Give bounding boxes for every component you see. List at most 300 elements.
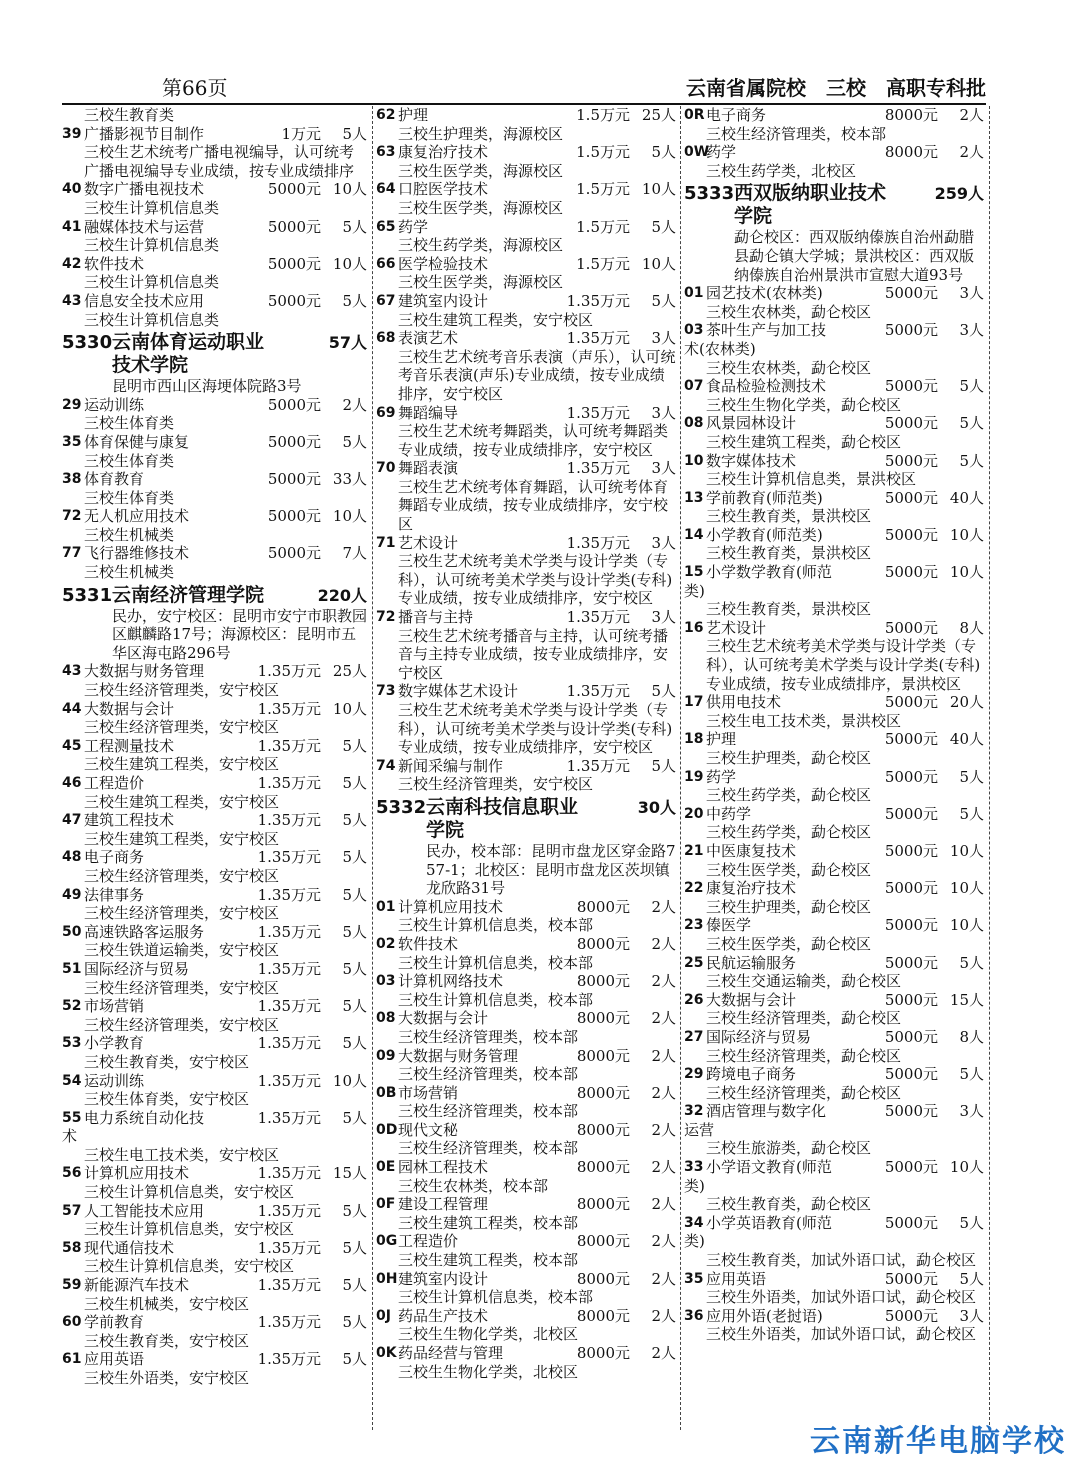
program-row — [62, 125, 367, 144]
program-code: 45 — [62, 737, 82, 754]
program-code: 08 — [376, 1010, 396, 1027]
program-note: 三校生农林类，校本部 — [398, 1176, 549, 1195]
program-note: 三校生机械类 — [84, 563, 175, 582]
program-code: 68 — [376, 330, 396, 347]
program-note: 三校生体育类，安宁校区 — [84, 1090, 250, 1109]
program-name: 计算机应用技术 — [398, 897, 504, 916]
tuition-fee: 1.35万元 — [257, 1276, 321, 1295]
column-divider — [989, 106, 990, 1430]
program-code: 0D — [376, 1121, 398, 1138]
program-row — [62, 662, 367, 681]
enrollment-count: 10人 — [641, 254, 676, 273]
program-note: 三校生护理类，勐仑校区 — [706, 749, 872, 767]
program-row — [376, 534, 676, 553]
program-name: 计算机应用技术 — [84, 1164, 190, 1183]
program-row — [376, 218, 676, 237]
program-row — [62, 470, 367, 489]
program-code: 56 — [62, 1165, 82, 1182]
program-name: 酒店管理与数字化运营 — [684, 1102, 827, 1139]
enrollment-count: 10人 — [949, 879, 984, 898]
program-note: 三校生计算机信息类，校本部 — [398, 916, 594, 935]
column-3 — [684, 106, 984, 1430]
program-name: 广播影视节目制作 — [84, 124, 205, 143]
program-name: 园林工程技术 — [398, 1158, 489, 1177]
program-note: 三校生计算机信息类，景洪校区 — [706, 470, 917, 489]
program-row — [684, 489, 984, 508]
school-name-line2: 技术学院 — [112, 354, 189, 377]
enrollment-count: 5人 — [959, 414, 984, 433]
tuition-fee: 1.35万元 — [257, 922, 321, 941]
program-name: 小学数学教育(师范类) — [684, 563, 832, 600]
tuition-fee: 5000元 — [884, 563, 938, 582]
tuition-fee: 1.35万元 — [257, 662, 321, 681]
tuition-fee: 5000元 — [884, 284, 938, 303]
program-row — [376, 1047, 676, 1066]
program-name: 飞行器维修技术 — [84, 544, 190, 563]
tuition-fee: 8000元 — [576, 1269, 630, 1288]
program-name: 新闻采编与制作 — [398, 756, 504, 775]
program-row — [684, 1065, 984, 1084]
program-code: 13 — [684, 489, 704, 506]
program-note: 三校生生物化学类，勐仑校区 — [706, 395, 902, 414]
watermark-text: 云南新华电脑学校 — [810, 1424, 1066, 1459]
enrollment-count: 2人 — [651, 1306, 676, 1325]
enrollment-count: 5人 — [959, 377, 984, 396]
program-name: 园艺技术(农林类) — [706, 284, 823, 303]
program-row — [62, 292, 367, 311]
program-code: 66 — [376, 255, 396, 272]
enrollment-count: 5人 — [959, 1269, 984, 1288]
program-note: 三校生计算机信息类 — [84, 198, 220, 217]
school-block — [376, 794, 676, 898]
program-row — [62, 997, 367, 1016]
program-name: 计算机网络技术 — [398, 972, 504, 991]
program-note: 三校生建筑工程类，安宁校区 — [84, 829, 280, 848]
program-row — [62, 1202, 367, 1221]
tuition-fee: 1.35万元 — [257, 997, 321, 1016]
program-row — [62, 737, 367, 756]
school-name: 云南科技信息职业 — [426, 795, 579, 818]
program-row — [684, 916, 984, 935]
tuition-fee: 8000元 — [576, 1120, 630, 1139]
program-name: 现代文秘 — [398, 1120, 459, 1139]
program-row — [684, 1158, 984, 1195]
enrollment-count: 3人 — [959, 284, 984, 303]
program-row — [376, 1158, 676, 1177]
program-name: 应用英语 — [706, 1269, 767, 1288]
enrollment-count: 5人 — [342, 432, 367, 451]
header-rule — [62, 103, 986, 105]
enrollment-count: 5人 — [342, 1201, 367, 1220]
program-row — [62, 774, 367, 793]
enrollment-count: 10人 — [949, 916, 984, 935]
enrollment-count: 2人 — [651, 972, 676, 991]
program-code: 77 — [62, 545, 82, 562]
tuition-fee: 5000元 — [884, 804, 938, 823]
tuition-fee: 5000元 — [267, 470, 321, 489]
school-name-line2: 学院 — [734, 205, 773, 228]
tuition-fee: 5000元 — [884, 488, 938, 507]
program-note: 三校生建筑工程类，校本部 — [398, 1251, 579, 1270]
tuition-fee: 1.35万元 — [257, 1071, 321, 1090]
program-row — [684, 452, 984, 471]
program-note: 三校生教育类，景洪校区 — [706, 507, 872, 526]
program-code: 0F — [376, 1196, 396, 1213]
school-block — [62, 582, 367, 663]
program-row — [376, 608, 676, 627]
enrollment-count: 3人 — [651, 329, 676, 348]
tuition-fee: 1.35万元 — [566, 459, 630, 478]
program-code: 60 — [62, 1314, 82, 1331]
program-name: 法律事务 — [84, 885, 145, 904]
program-name: 中医康复技术 — [706, 841, 797, 860]
enrollment-count: 2人 — [342, 395, 367, 414]
program-name: 工程造价 — [398, 1232, 459, 1251]
program-code: 10 — [684, 452, 704, 469]
program-code: 29 — [62, 396, 82, 413]
enrollment-count: 2人 — [651, 1232, 676, 1251]
program-code: 58 — [62, 1239, 82, 1256]
enrollment-count: 5人 — [959, 953, 984, 972]
program-note: 三校生机械类，安宁校区 — [84, 1294, 250, 1313]
program-code: 0J — [376, 1307, 391, 1324]
program-code: 29 — [684, 1066, 704, 1083]
program-note: 三校生经济管理类，安宁校区 — [398, 775, 594, 794]
program-row — [684, 693, 984, 712]
program-note: 三校生体育类 — [84, 451, 175, 470]
program-row — [376, 1195, 676, 1214]
school-total: 259人 — [934, 184, 984, 204]
school-heading — [376, 796, 676, 819]
program-row — [684, 991, 984, 1010]
program-row — [684, 1270, 984, 1289]
program-name: 舞蹈表演 — [398, 459, 459, 478]
program-name: 风景园林设计 — [706, 414, 797, 433]
program-code: 74 — [376, 757, 396, 774]
program-name: 小学语文教育(师范类) — [684, 1158, 832, 1195]
program-name: 工程造价 — [84, 774, 145, 792]
program-row — [376, 106, 676, 125]
program-code: 40 — [62, 181, 82, 198]
column-2 — [376, 106, 676, 1430]
program-row — [62, 218, 367, 237]
program-name: 现代通信技术 — [84, 1238, 175, 1257]
enrollment-count: 40人 — [949, 730, 984, 749]
school-name: 云南体育运动职业 — [112, 331, 265, 354]
enrollment-count: 15人 — [332, 1164, 367, 1183]
tuition-fee: 1.35万元 — [257, 1108, 321, 1127]
program-name: 护理 — [706, 730, 737, 749]
program-code: 03 — [684, 322, 704, 339]
enrollment-count: 10人 — [332, 254, 367, 273]
tuition-fee: 5000元 — [884, 1213, 938, 1232]
program-row — [376, 682, 676, 701]
tuition-fee: 5000元 — [884, 693, 938, 712]
program-code: 32 — [684, 1103, 704, 1120]
program-name: 艺术设计 — [398, 533, 459, 552]
tuition-fee: 8000元 — [576, 1306, 630, 1325]
enrollment-count: 10人 — [332, 699, 367, 718]
program-name: 电力系统自动化技术 — [62, 1108, 205, 1146]
enrollment-count: 3人 — [651, 608, 676, 627]
program-code: 16 — [684, 619, 704, 636]
program-note: 三校生外语类，安宁校区 — [84, 1369, 250, 1387]
enrollment-count: 3人 — [959, 1102, 984, 1121]
tuition-fee: 8000元 — [576, 1083, 630, 1102]
program-row — [684, 526, 984, 545]
program-code: 51 — [62, 960, 82, 977]
school-code: 5330 — [62, 332, 113, 354]
program-row — [376, 898, 676, 917]
enrollment-count: 10人 — [949, 841, 984, 860]
program-code: 61 — [62, 1351, 82, 1368]
program-row — [62, 507, 367, 526]
program-row — [62, 180, 367, 199]
program-code: 0E — [376, 1159, 396, 1176]
program-note: 三校生计算机信息类，校本部 — [398, 990, 594, 1009]
program-row — [684, 1102, 984, 1139]
program-code: 64 — [376, 181, 396, 198]
enrollment-count: 5人 — [342, 848, 367, 867]
tuition-fee: 1.35万元 — [257, 811, 321, 830]
program-name: 应用英语 — [84, 1350, 145, 1369]
program-code: 41 — [62, 218, 82, 235]
program-name: 国际经济与贸易 — [84, 959, 190, 978]
program-row — [376, 459, 676, 478]
program-row — [62, 1072, 367, 1091]
program-row — [684, 414, 984, 433]
enrollment-count: 25人 — [641, 106, 676, 124]
page-header — [62, 74, 986, 102]
school-total: 220人 — [317, 585, 367, 605]
program-name: 市场营销 — [84, 997, 145, 1016]
enrollment-count: 5人 — [959, 1065, 984, 1084]
program-code: 33 — [684, 1159, 704, 1176]
program-row — [684, 106, 984, 125]
program-name: 药学 — [706, 767, 737, 786]
program-note: 三校生经济管理类，安宁校区 — [84, 681, 280, 700]
program-row — [376, 757, 676, 776]
enrollment-count: 5人 — [342, 124, 367, 143]
program-code: 35 — [684, 1270, 704, 1287]
tuition-fee: 1.5万元 — [576, 106, 630, 124]
program-note: 三校生艺术统考广播电视编导，认可统考广播电视编导专业成绩，按专业成绩排序 — [84, 143, 355, 180]
program-row — [684, 143, 984, 162]
program-name: 学前教育 — [84, 1313, 145, 1332]
enrollment-count: 5人 — [342, 1276, 367, 1295]
program-code: 71 — [376, 534, 396, 551]
program-note: 三校生机械类 — [84, 525, 175, 544]
enrollment-count: 10人 — [332, 180, 367, 199]
tuition-fee: 1.35万元 — [257, 1238, 321, 1257]
program-name: 小学教育 — [84, 1034, 145, 1053]
program-name: 供用电技术 — [706, 693, 782, 712]
enrollment-count: 2人 — [651, 1120, 676, 1139]
tuition-fee: 1.35万元 — [566, 682, 630, 701]
tuition-fee: 5000元 — [267, 291, 321, 310]
enrollment-count: 5人 — [342, 1238, 367, 1257]
program-code: 03 — [376, 973, 396, 990]
program-note: 三校生计算机信息类 — [84, 310, 220, 329]
program-code: 01 — [376, 898, 396, 915]
program-code: 36 — [684, 1307, 704, 1324]
column-1 — [62, 106, 367, 1430]
enrollment-count: 25人 — [332, 662, 367, 681]
program-name: 学前教育(师范类) — [706, 488, 823, 507]
program-row — [684, 879, 984, 898]
school-address: 勐仑校区：西双版纳傣族自治州勐腊县勐仑镇大学城；景洪校区：西双版纳傣族自治州景洪市宣慰大道93号 — [734, 228, 975, 284]
program-note: 三校生艺术统考音乐表演（声乐），认可统考音乐表演(声乐)专业成绩，按专业成绩排序，安宁校区 — [398, 347, 676, 403]
program-row — [684, 1307, 984, 1326]
tuition-fee: 5000元 — [267, 254, 321, 273]
program-note: 三校生经济管理类，安宁校区 — [84, 1015, 280, 1034]
program-row — [62, 1276, 367, 1295]
program-code: 17 — [684, 694, 704, 711]
program-name: 电子商务 — [84, 848, 145, 867]
program-note: 三校生农林类，勐仑校区 — [706, 302, 872, 321]
program-name: 高速铁路客运服务 — [84, 922, 205, 941]
enrollment-count: 15人 — [949, 990, 984, 1009]
program-note: 三校生药学类，勐仑校区 — [706, 786, 872, 805]
program-note: 三校生护理类，勐仑校区 — [706, 897, 872, 916]
program-row — [62, 1164, 367, 1183]
program-note: 三校生经济管理类，校本部 — [706, 124, 887, 143]
enrollment-count: 2人 — [959, 143, 984, 162]
enrollment-count: 5人 — [651, 291, 676, 310]
program-note: 三校生艺术统考舞蹈类，认可统考舞蹈类专业成绩，按专业成绩排序，安宁校区 — [398, 422, 669, 459]
tuition-fee: 1.5万元 — [576, 143, 630, 162]
column-divider — [372, 106, 373, 1430]
enrollment-count: 20人 — [949, 693, 984, 712]
program-note: 三校生交通运输类，勐仑校区 — [706, 972, 902, 991]
enrollment-count: 3人 — [651, 533, 676, 552]
program-row — [376, 972, 676, 991]
program-name: 信息安全技术应用 — [84, 291, 205, 310]
enrollment-count: 2人 — [651, 1009, 676, 1028]
program-row — [62, 544, 367, 563]
program-row — [684, 730, 984, 749]
program-row — [684, 284, 984, 303]
program-name: 数字媒体技术 — [706, 451, 797, 470]
tuition-fee: 1.35万元 — [566, 291, 630, 310]
tuition-fee: 5000元 — [884, 767, 938, 786]
tuition-fee: 5000元 — [884, 1027, 938, 1046]
program-row — [376, 404, 676, 423]
program-row — [684, 805, 984, 824]
tuition-fee: 8000元 — [576, 1158, 630, 1177]
enrollment-count: 5人 — [342, 291, 367, 310]
school-name: 云南经济管理学院 — [112, 583, 265, 606]
program-note: 三校生教育类 — [84, 106, 175, 124]
program-code: 72 — [62, 508, 82, 525]
tuition-fee: 5000元 — [884, 618, 938, 637]
enrollment-count: 5人 — [959, 804, 984, 823]
program-row — [684, 842, 984, 861]
program-note: 三校生教育类，安宁校区 — [84, 1331, 250, 1350]
program-note: 三校生医学类，勐仑校区 — [706, 934, 872, 953]
program-note: 三校生建筑工程类，安宁校区 — [84, 755, 280, 774]
enrollment-count: 3人 — [959, 321, 984, 340]
program-row — [62, 1109, 367, 1146]
program-note: 三校生经济管理类，安宁校区 — [84, 978, 280, 997]
enrollment-count: 8人 — [959, 618, 984, 637]
program-code: 08 — [684, 415, 704, 432]
program-name: 药品生产技术 — [398, 1306, 489, 1325]
tuition-fee: 5000元 — [267, 217, 321, 236]
program-code: 38 — [62, 471, 82, 488]
program-name: 国际经济与贸易 — [706, 1027, 812, 1046]
program-name: 建筑室内设计 — [398, 1269, 489, 1288]
enrollment-count: 5人 — [651, 143, 676, 162]
tuition-fee: 5000元 — [884, 1269, 938, 1288]
program-code: 62 — [376, 107, 396, 123]
program-row — [62, 433, 367, 452]
program-name: 播音与主持 — [398, 608, 474, 627]
program-code: 67 — [376, 292, 396, 309]
program-code: 14 — [684, 526, 704, 543]
program-note: 三校生经济管理类，校本部 — [398, 1139, 579, 1158]
program-note: 三校生电工技术类，安宁校区 — [84, 1145, 280, 1164]
program-name: 人工智能技术应用 — [84, 1201, 205, 1220]
program-row — [376, 1307, 676, 1326]
program-name: 电子商务 — [706, 106, 767, 124]
program-row — [62, 886, 367, 905]
program-row — [62, 1313, 367, 1332]
tuition-fee: 5000元 — [267, 507, 321, 526]
program-name: 跨境电子商务 — [706, 1065, 797, 1084]
enrollment-count: 5人 — [959, 451, 984, 470]
school-code: 5333 — [684, 183, 735, 205]
program-row — [684, 768, 984, 787]
school-code: 5332 — [376, 796, 427, 818]
program-code: 70 — [376, 460, 396, 477]
enrollment-count: 2人 — [651, 934, 676, 953]
program-note: 三校生经济管理类，勐仑校区 — [706, 1009, 902, 1028]
tuition-fee: 5000元 — [884, 1158, 938, 1177]
program-name: 康复治疗技术 — [398, 143, 489, 162]
enrollment-count: 10人 — [949, 1158, 984, 1177]
program-note: 三校生计算机信息类，安宁校区 — [84, 1220, 295, 1239]
program-code: 39 — [62, 125, 82, 142]
tuition-fee: 8000元 — [884, 106, 938, 124]
tuition-fee: 1.35万元 — [566, 756, 630, 775]
tuition-fee: 5000元 — [884, 1065, 938, 1084]
program-note: 三校生经济管理类，勐仑校区 — [706, 1083, 902, 1102]
tuition-fee: 8000元 — [576, 897, 630, 916]
program-row — [376, 1084, 676, 1103]
program-note: 三校生铁道运输类，安宁校区 — [84, 941, 280, 960]
program-note: 三校生药学类，北校区 — [706, 161, 857, 180]
program-note: 三校生医学类，海源校区 — [398, 198, 564, 217]
tuition-fee: 5000元 — [884, 525, 938, 544]
program-row — [62, 255, 367, 274]
program-code: 0B — [376, 1084, 397, 1101]
program-code: 34 — [684, 1214, 704, 1231]
enrollment-count: 5人 — [959, 767, 984, 786]
enrollment-count: 5人 — [342, 922, 367, 941]
school-address: 昆明市西山区海埂体院路3号 — [112, 377, 302, 396]
school-code: 5331 — [62, 584, 113, 606]
program-note: 三校生医学类，勐仑校区 — [706, 860, 872, 879]
tuition-fee: 8000元 — [576, 1232, 630, 1251]
enrollment-count: 5人 — [342, 811, 367, 830]
school-heading — [62, 331, 367, 354]
enrollment-count: 10人 — [949, 525, 984, 544]
program-code: 19 — [684, 768, 704, 785]
tuition-fee: 1.35万元 — [566, 329, 630, 348]
tuition-fee: 1.35万元 — [257, 1201, 321, 1220]
enrollment-count: 5人 — [342, 774, 367, 792]
